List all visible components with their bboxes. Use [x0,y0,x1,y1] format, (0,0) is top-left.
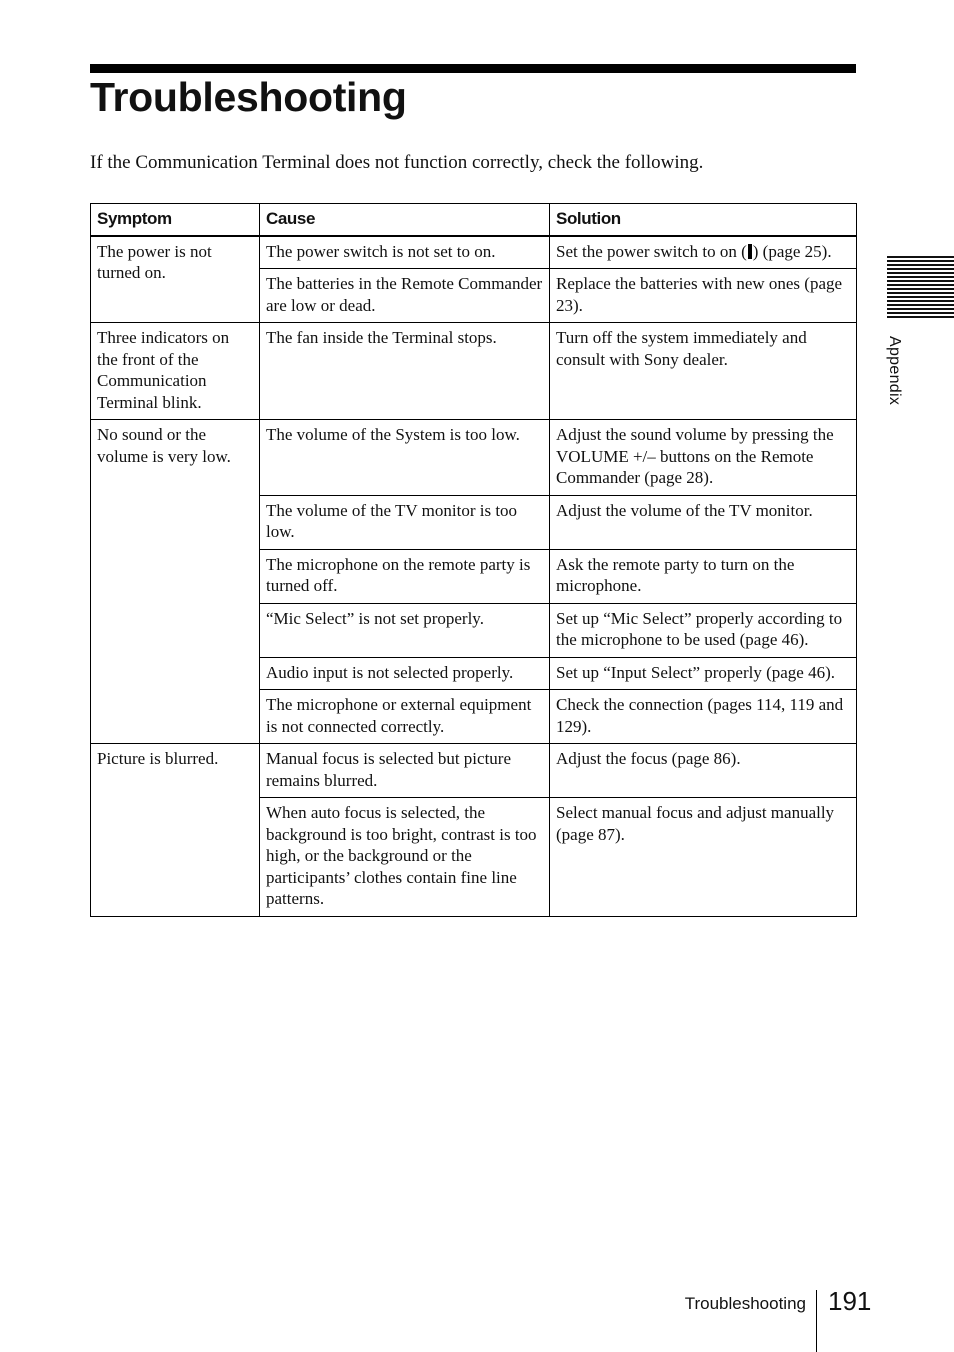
side-tab-label: Appendix [886,336,903,406]
header-solution: Solution [550,204,857,236]
power-on-icon [748,244,752,259]
cause-cell: The power switch is not set to on. [260,236,550,269]
cause-cell: The volume of the System is too low. [260,420,550,496]
solution-cell: Adjust the volume of the TV monitor. [550,495,857,549]
cause-cell: The microphone or external equipment is not connected correctly. [260,690,550,744]
solution-text: ) (page 25). [752,241,832,261]
troubleshooting-table [90,203,857,917]
footer-section: Troubleshooting [684,1294,806,1313]
solution-cell: Replace the batteries with new ones (page 23). [550,269,857,323]
cause-cell: Manual focus is selected but picture remains blurred. [260,744,550,798]
header-cause: Cause [260,204,550,236]
solution-cell: Set up “Mic Select” properly according to the microphone to be used (page 46). [550,603,857,657]
cause-cell: The volume of the TV monitor is too low. [260,495,550,549]
solution-text: Set the power switch to on ( [556,241,747,261]
footer-divider [816,1290,817,1352]
intro-text: If the Communication Terminal does not function correctly, check the following. [90,152,704,173]
table-row [91,744,857,798]
symptom-cell: Three indicators on the front of the Communication Terminal blink. [91,323,260,420]
table-row [91,236,857,269]
solution-cell [550,236,857,269]
solution-cell: Adjust the sound volume by pressing the VOLUME +/– buttons on the Remote Commander (page 28). [550,420,857,496]
symptom-cell: The power is not turned on. [91,236,260,323]
cause-cell: The batteries in the Remote Commander are low or dead. [260,269,550,323]
cause-cell: When auto focus is selected, the background is too bright, contrast is too high, or the background or the participants’ clothes contain fine line patterns. [260,798,550,917]
solution-cell: Select manual focus and adjust manually (page 87). [550,798,857,917]
cause-cell: “Mic Select” is not set properly. [260,603,550,657]
solution-cell: Adjust the focus (page 86). [550,744,857,798]
table-row [91,420,857,496]
solution-cell: Turn off the system immediately and consult with Sony dealer. [550,323,857,420]
symptom-cell: Picture is blurred. [91,744,260,917]
solution-cell: Ask the remote party to turn on the microphone. [550,549,857,603]
header-symptom: Symptom [91,204,260,236]
cause-cell: Audio input is not selected properly. [260,657,550,690]
cause-cell: The fan inside the Terminal stops. [260,323,550,420]
solution-cell: Check the connection (pages 114, 119 and 129). [550,690,857,744]
symptom-cell: No sound or the volume is very low. [91,420,260,744]
table-header-row [91,204,857,236]
table-row [91,323,857,420]
page-number: 191 [828,1286,872,1316]
page-title: Troubleshooting [90,74,407,120]
solution-cell: Set up “Input Select” properly (page 46). [550,657,857,690]
side-tab-lines [887,256,954,322]
cause-cell: The microphone on the remote party is turned off. [260,549,550,603]
